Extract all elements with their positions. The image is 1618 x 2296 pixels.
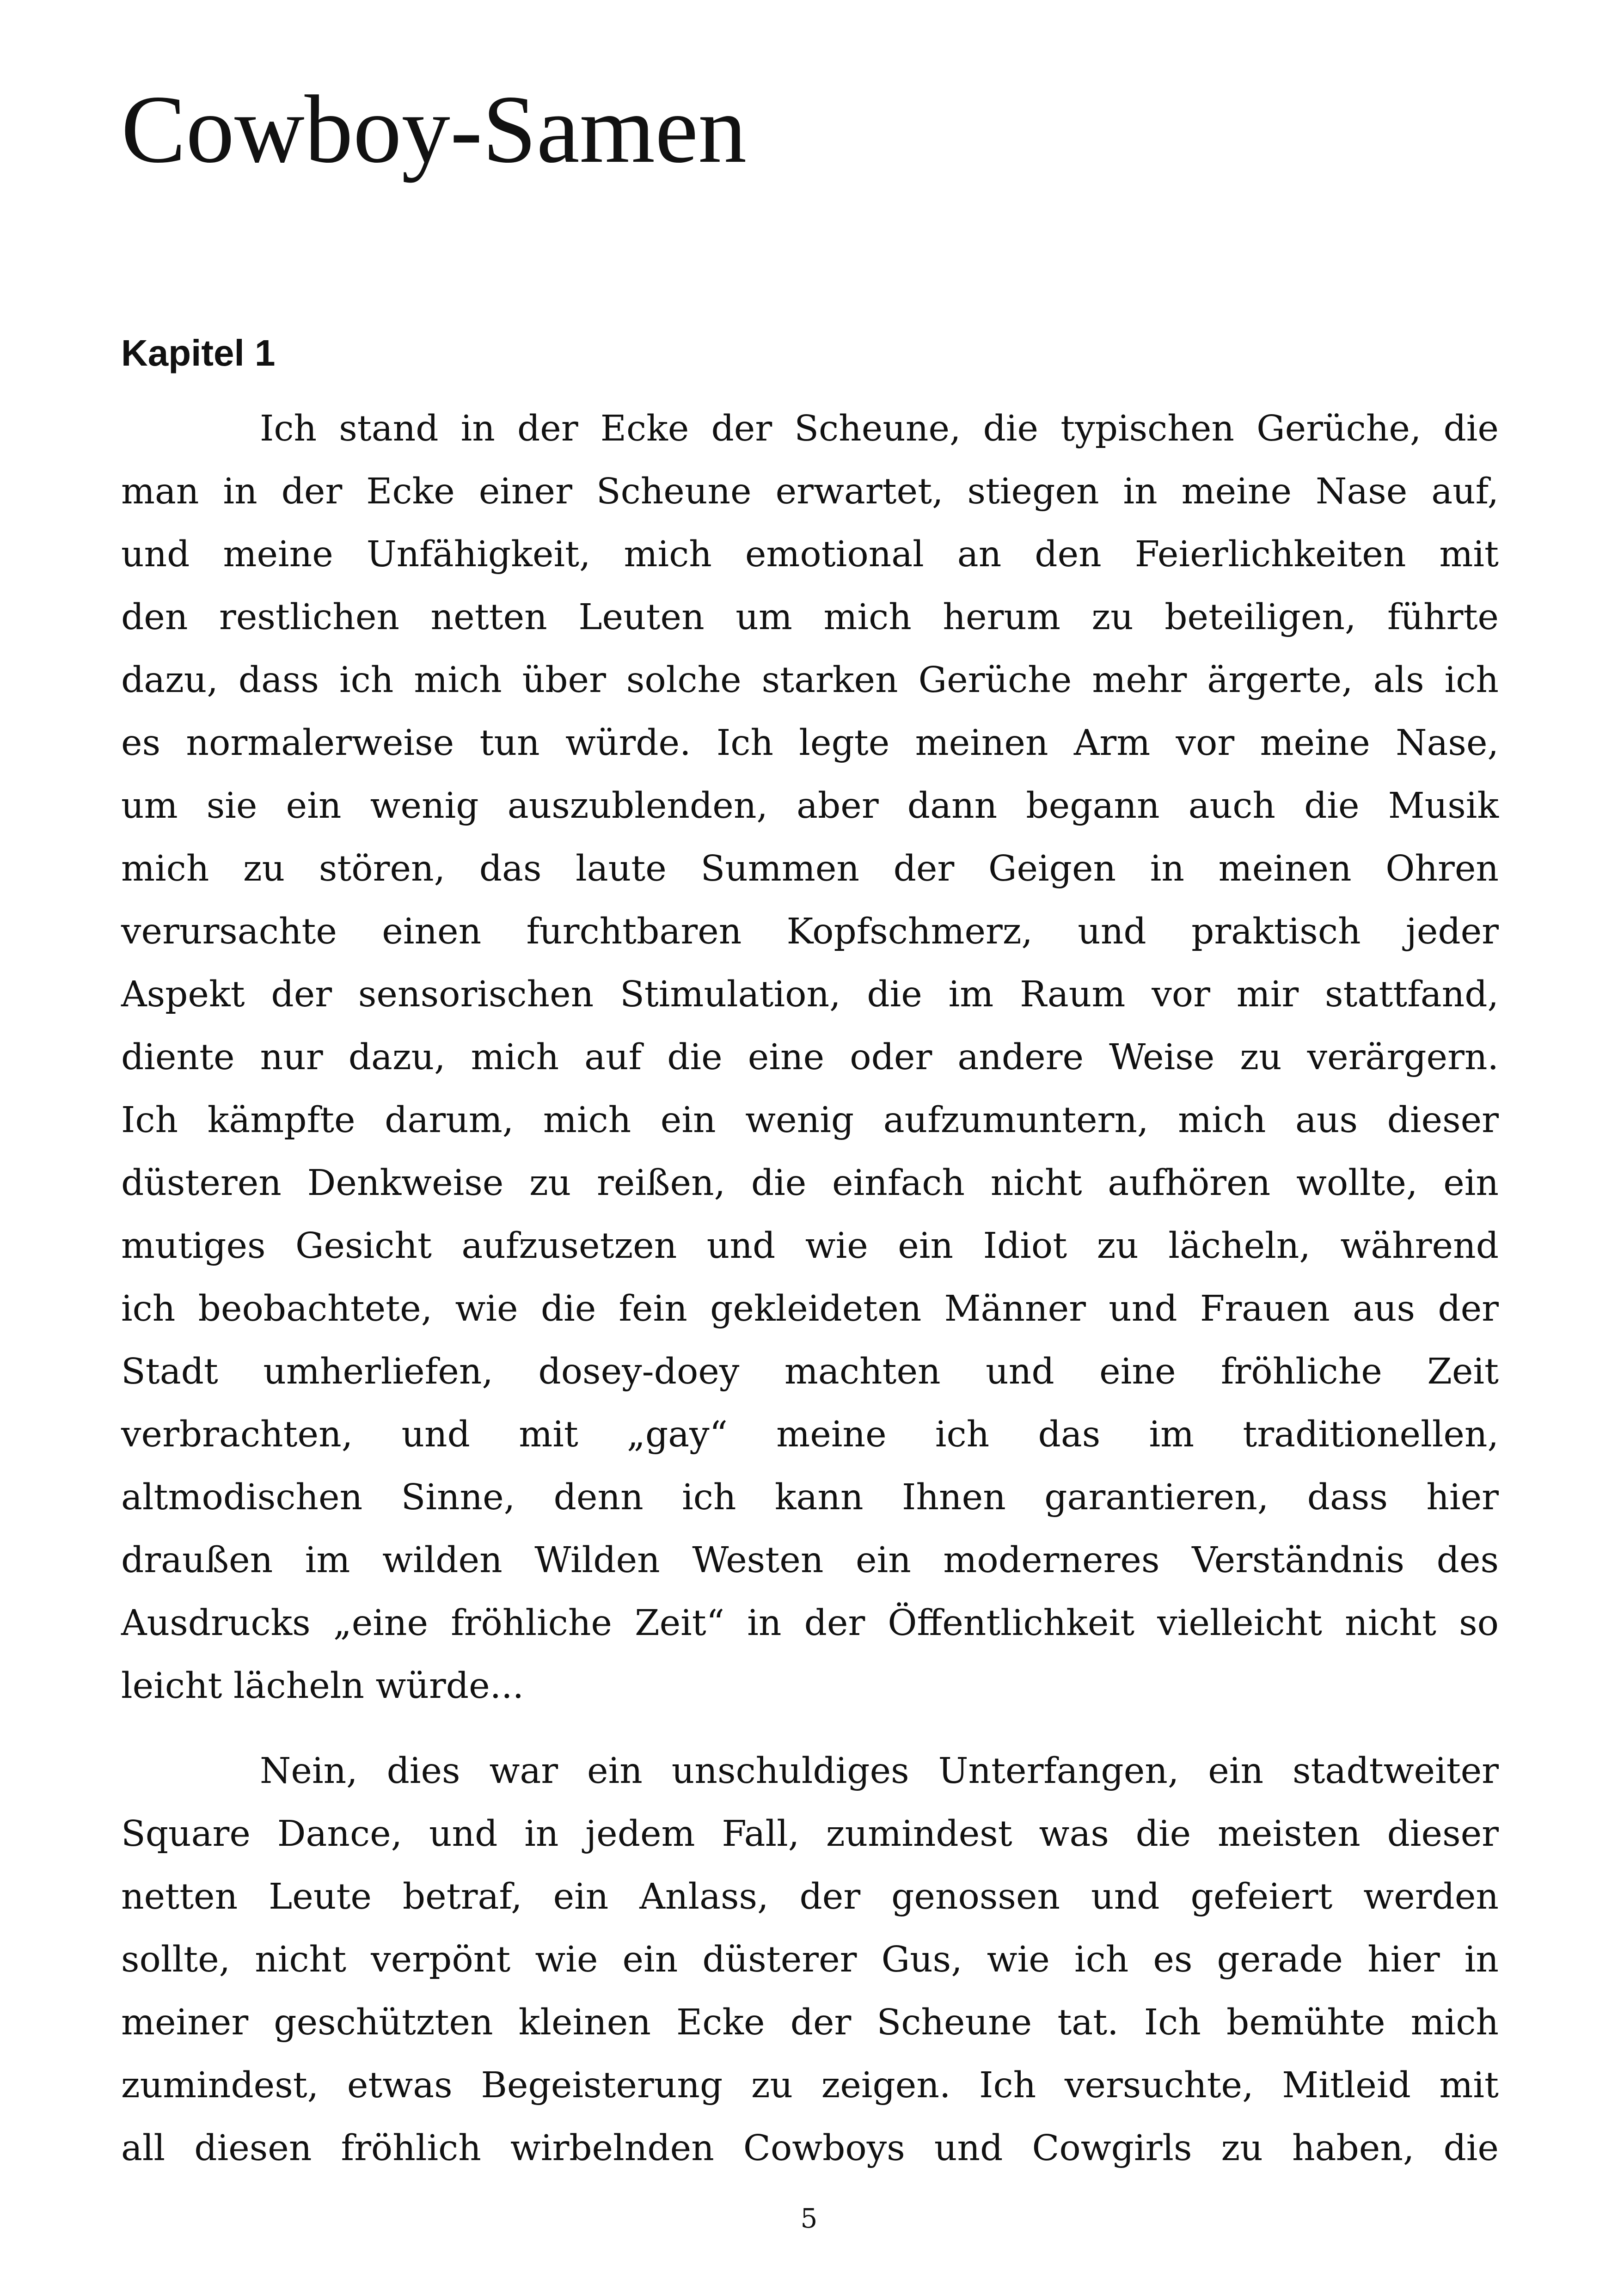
chapter-heading: Kapitel 1 [121,332,276,373]
text-line: Stadt umherliefen, dosey-doey machten und eine fröhliche Zeit [121,1351,1499,1392]
text-line: Nein, dies war ein unschuldiges Unterfangen, ein stadtweiter [260,1751,1499,1792]
text-line: sollte, nicht verpönt wie ein düsterer Gus, wie ich es gerade hier in [121,1939,1499,1980]
text-line: zumindest, etwas Begeisterung zu zeigen. Ich versuchte, Mitleid mit [121,2065,1499,2106]
text-line: um sie ein wenig auszublenden, aber dann begann auch die Musik [121,785,1499,827]
text-line: Ich kämpfte darum, mich ein wenig aufzumuntern, mich aus dieser [121,1100,1499,1141]
text-line: ich beobachtete, wie die fein gekleideten Männer und Frauen aus der [121,1288,1499,1329]
text-line: Aspekt der sensorischen Stimulation, die im Raum vor mir stattfand, [121,974,1499,1015]
text-line: netten Leute betraf, ein Anlass, der genossen und gefeiert werden [121,1876,1499,1917]
text-line: düsteren Denkweise zu reißen, die einfach nicht aufhören wollte, ein [121,1163,1499,1204]
text-line: es normalerweise tun würde. Ich legte meinen Arm vor meine Nase, [121,722,1499,764]
paragraph-1 [121,398,1499,1718]
page-number: 5 [800,2203,818,2234]
text-line: diente nur dazu, mich auf die eine oder andere Weise zu verärgern. [121,1037,1499,1078]
text-line: all diesen fröhlich wirbelnden Cowboys und Cowgirls zu haben, die [121,2128,1499,2169]
text-line: den restlichen netten Leuten um mich herum zu beteiligen, führte [121,597,1499,638]
book-title: Cowboy-Samen [121,76,747,183]
text-line: Ich stand in der Ecke der Scheune, die typischen Gerüche, die [260,408,1499,449]
text-line: Square Dance, und in jedem Fall, zumindest was die meisten dieser [121,1813,1499,1855]
text-line: dazu, dass ich mich über solche starken Gerüche mehr ärgerte, als ich [121,660,1499,701]
text-line: man in der Ecke einer Scheune erwartet, stiegen in meine Nase auf, [121,471,1499,512]
text-line: mich zu stören, das laute Summen der Geigen in meinen Ohren [121,848,1499,889]
text-line: altmodischen Sinne, denn ich kann Ihnen garantieren, dass hier [121,1477,1499,1518]
text-line: Ausdrucks „eine fröhliche Zeit“ in der Öffentlichkeit vielleicht nicht so [121,1603,1499,1644]
text-line: und meine Unfähigkeit, mich emotional an den Feierlichkeiten mit [121,534,1499,575]
text-line: verursachte einen furchtbaren Kopfschmerz, und praktisch jeder [121,911,1499,952]
text-line: leicht lächeln würde... [121,1665,524,1707]
paragraph-2 [121,1740,1499,2180]
text-line: draußen im wilden Wilden Westen ein moderneres Verständnis des [121,1540,1499,1581]
text-line: meiner geschützten kleinen Ecke der Scheune tat. Ich bemühte mich [121,2002,1499,2043]
text-line: mutiges Gesicht aufzusetzen und wie ein Idiot zu lächeln, während [121,1225,1499,1267]
text-line: verbrachten, und mit „gay“ meine ich das im traditionellen, [121,1414,1499,1455]
